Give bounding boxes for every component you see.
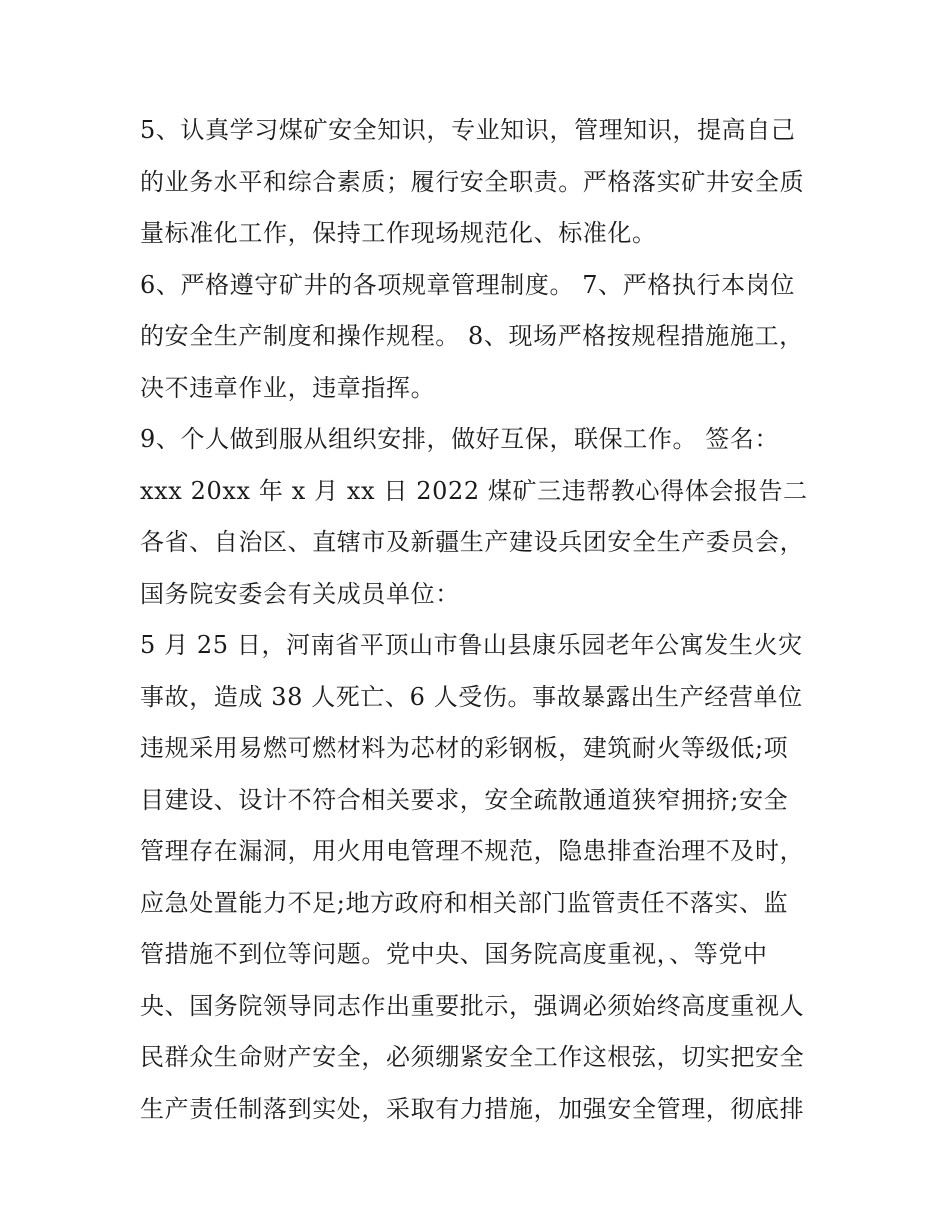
text-line: 央、国务院领导同志作出重要批示，强调必须始终高度重视人 <box>140 991 805 1020</box>
text-line: 民群众生命财产安全，必须绷紧安全工作这根弦，切实把安全 <box>140 1043 805 1071</box>
text-line: 应急处置能力不足;地方政府和相关部门监管责任不落实、监 <box>140 888 789 917</box>
text-line: 6、严格遵守矿井的各项规章管理制度。 7、严格执行本岗位 <box>140 270 795 299</box>
text-line: 管措施不到位等问题。党中央、国务院高度重视，、等党中 <box>140 940 768 968</box>
text-line: 的业务水平和综合素质；履行安全职责。严格落实矿井安全质 <box>140 167 805 196</box>
text-line: 9、个人做到服从组织安排，做好互保，联保工作。 签名： <box>140 425 780 453</box>
text-line: 目建设、设计不符合相关要求，安全疏散通道狭窄拥挤;安全 <box>140 785 789 814</box>
text-line: 量标准化工作，保持工作现场规范化、标准化。 <box>140 219 657 247</box>
text-line: 5、认真学习煤矿安全知识，专业知识，管理知识，提高自己 <box>140 116 796 144</box>
text-line: 生产责任制落到实处，采取有力措施，加强安全管理，彻底排 <box>140 1094 805 1123</box>
text-line: 违规采用易燃可燃材料为芯材的彩钢板，建筑耐火等级低;项 <box>140 734 789 762</box>
text-line: 管理存在漏洞，用火用电管理不规范，隐患排查治理不及时， <box>140 837 805 865</box>
text-line: 的安全生产制度和操作规程。 8、现场严格按规程措施施工， <box>140 322 804 350</box>
text-line: 事故，造成 38 人死亡、6 人受伤。事故暴露出生产经营单位 <box>140 682 803 711</box>
text-line: 决不违章作业，违章指挥。 <box>140 373 436 402</box>
document-body <box>140 105 820 1135</box>
text-line: 国务院安委会有关成员单位： <box>140 579 460 608</box>
text-line: 5 月 25 日，河南省平顶山市鲁山县康乐园老年公寓发生火灾 <box>140 631 803 659</box>
text-line: xxx 20xx 年 x 月 xx 日 2022 煤矿三违帮教心得体会报告二 <box>140 476 808 505</box>
text-line: 各省、自治区、直辖市及新疆生产建设兵团安全生产委员会， <box>140 528 805 556</box>
